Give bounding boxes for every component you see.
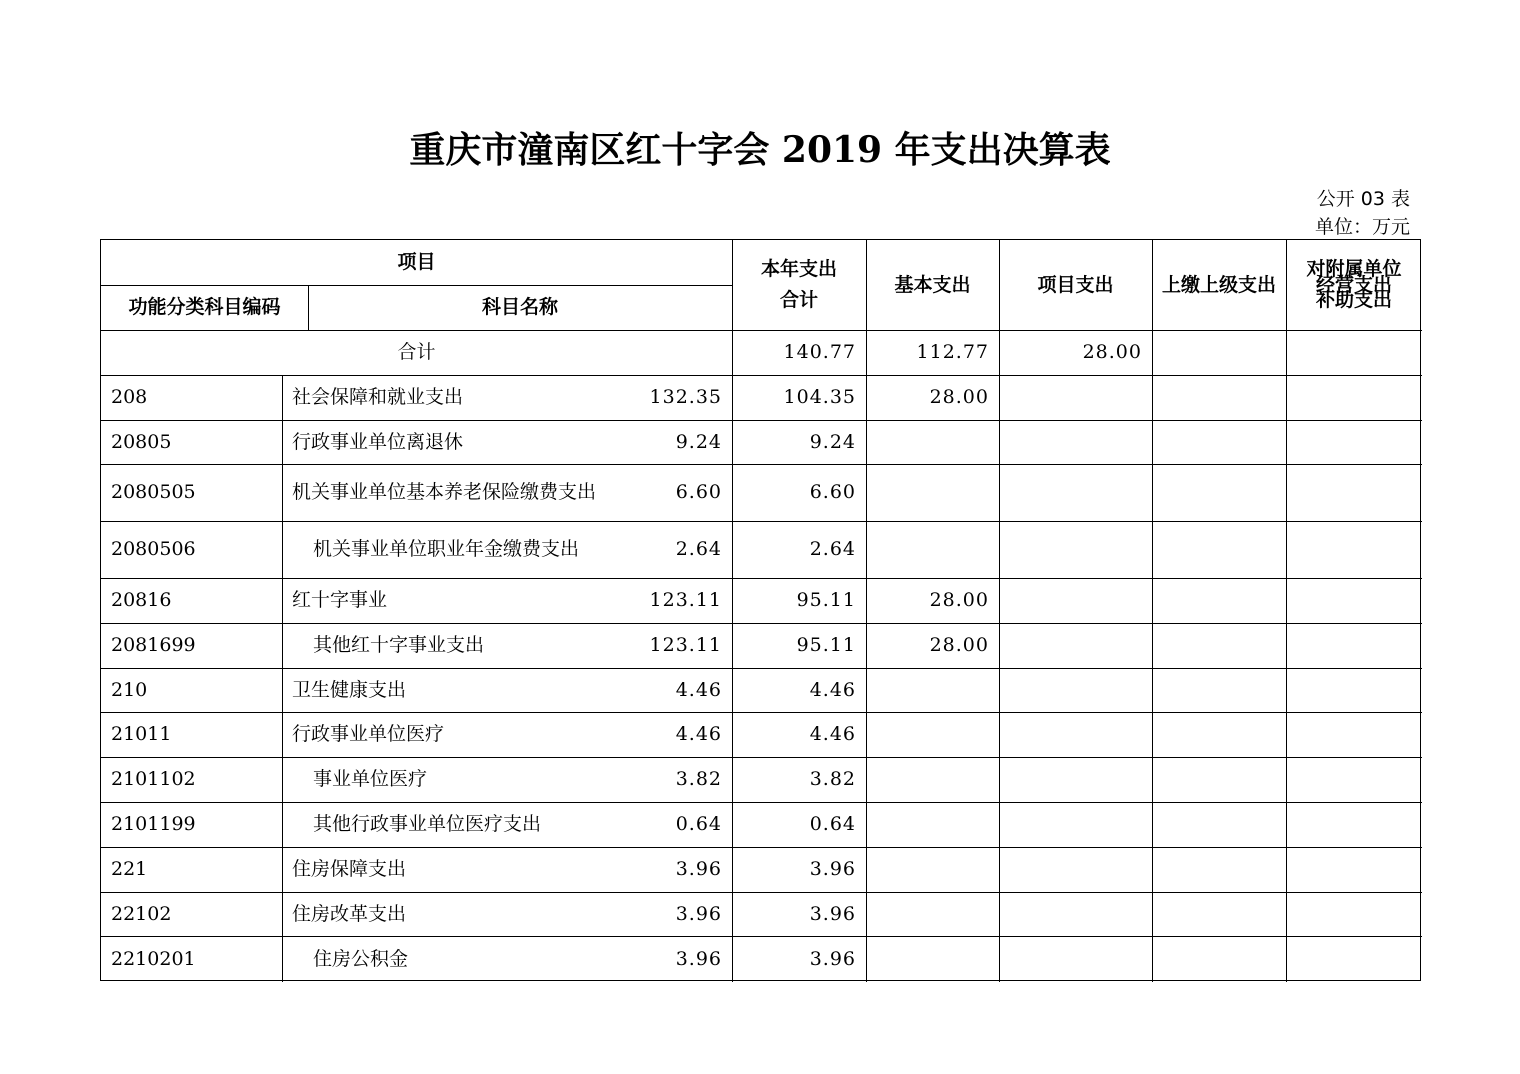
row-total-cell: 6.60 [675, 481, 722, 503]
row-total-cell: 123.11 [649, 634, 722, 656]
row-basic-cell: 0.64 [809, 813, 856, 835]
header-subsidy-line2: 补助支出 [1315, 289, 1392, 311]
row-basic-cell: 3.96 [809, 858, 856, 880]
header-business: 经营支出 [1315, 273, 1392, 296]
row-business-cell [1152, 521, 1286, 578]
row-upper-cell [999, 847, 1152, 892]
row-upper-cell [999, 375, 1152, 420]
row-project-cell [866, 712, 999, 757]
row-total-cell: 3.96 [675, 902, 722, 925]
row-upper-cell [999, 712, 1152, 757]
row-name: 社会保障和就业支出 [292, 386, 464, 408]
total-row-label: 合计 [397, 341, 436, 363]
row-name: 红十字事业 [292, 589, 388, 611]
header-subsidy-line1: 对附属单位 [1306, 258, 1402, 280]
row-subsidy-cell [1286, 668, 1422, 712]
total-subsidy-cell [1422, 330, 1432, 375]
row-project-cell [866, 420, 999, 464]
row-subsidy-cell [1286, 578, 1422, 623]
row-subsidy-cell [1286, 623, 1422, 668]
row-basic-cell: 2.64 [809, 538, 856, 560]
row-project-cell [866, 892, 999, 936]
row-business-cell [1152, 892, 1286, 936]
row-code: 22102 [111, 902, 172, 925]
row-code: 208 [111, 386, 148, 408]
total-project-cell: 28.00 [1082, 341, 1142, 363]
row-name: 机关事业单位基本养老保险缴费支出 [292, 481, 597, 503]
total-basic-cell: 112.77 [916, 341, 989, 363]
row-subsidy-cell [1286, 936, 1422, 982]
row-business-cell [1152, 623, 1286, 668]
row-business-cell [1152, 420, 1286, 464]
row-total-cell: 3.96 [675, 947, 722, 970]
row-upper-cell [999, 420, 1152, 464]
row-total-cell: 4.46 [675, 678, 722, 701]
row-name: 其他红十字事业支出 [313, 634, 485, 656]
row-basic-cell: 3.96 [809, 902, 856, 925]
row-project-cell [866, 757, 999, 802]
row-subsidy-cell [1286, 847, 1422, 892]
total-total-cell: 140.77 [783, 341, 856, 363]
header-subsidy [1286, 240, 1422, 330]
row-business-cell [1152, 847, 1286, 892]
row-name: 行政事业单位离退休 [292, 430, 464, 453]
row-upper-cell [999, 936, 1152, 982]
row-business-cell [1152, 464, 1286, 521]
row-project-cell [866, 802, 999, 847]
row-project-cell [866, 668, 999, 712]
row-code: 2101199 [111, 813, 196, 835]
row-subsidy-cell [1286, 420, 1422, 464]
row-project-cell [866, 847, 999, 892]
row-basic-cell: 3.82 [809, 768, 856, 790]
row-project-cell [866, 936, 999, 982]
row-upper-cell [999, 668, 1152, 712]
row-name: 行政事业单位医疗 [292, 723, 445, 745]
row-upper-cell [999, 623, 1152, 668]
row-name: 住房保障支出 [292, 858, 407, 880]
row-total-cell: 4.46 [675, 723, 722, 745]
row-subsidy-cell [1286, 464, 1422, 521]
row-name: 事业单位医疗 [313, 768, 428, 790]
row-subsidy-cell [1286, 892, 1422, 936]
row-total-cell: 3.96 [675, 858, 722, 880]
row-name: 机关事业单位职业年金缴费支出 [313, 538, 580, 560]
row-business-cell [1152, 757, 1286, 802]
row-subsidy-cell [1286, 375, 1422, 420]
unit-label: 单位：万元 [1314, 216, 1410, 238]
header-code: 功能分类科目编码 [128, 296, 281, 318]
row-upper-cell [999, 578, 1152, 623]
row-business-cell [1152, 936, 1286, 982]
row-code: 2080506 [111, 538, 196, 560]
row-upper-cell [999, 802, 1152, 847]
total-business-cell [1286, 330, 1422, 375]
form-number: 公开 03 表 [1316, 188, 1410, 210]
row-total-cell: 132.35 [649, 386, 722, 408]
row-subsidy-cell [1286, 712, 1422, 757]
row-name: 其他行政事业单位医疗支出 [313, 813, 542, 835]
header-basic: 基本支出 [894, 273, 971, 296]
header-total [732, 240, 866, 330]
row-basic-cell: 104.35 [783, 386, 856, 408]
row-project-cell: 28.00 [929, 386, 989, 408]
header-name: 科目名称 [481, 296, 558, 318]
row-code: 221 [111, 858, 148, 880]
row-code: 20805 [111, 430, 172, 453]
row-business-cell [1152, 375, 1286, 420]
row-upper-cell [999, 892, 1152, 936]
row-code: 2080505 [111, 481, 196, 503]
row-total-cell: 0.64 [675, 813, 722, 835]
row-code: 21011 [111, 723, 172, 745]
header-total-line2: 合计 [779, 289, 818, 311]
row-project-cell [866, 521, 999, 578]
row-business-cell [1152, 668, 1286, 712]
row-name: 卫生健康支出 [292, 678, 407, 701]
row-basic-cell: 4.46 [809, 678, 856, 701]
row-project-cell: 28.00 [929, 634, 989, 656]
row-basic-cell: 95.11 [796, 589, 856, 611]
row-basic-cell: 9.24 [809, 430, 856, 453]
page-title: 重庆市潼南区红十字会 2019 年支出决算表 [409, 129, 1111, 171]
row-business-cell [1152, 802, 1286, 847]
total-upper-cell [1152, 330, 1286, 375]
row-business-cell [1152, 712, 1286, 757]
row-basic-cell: 6.60 [809, 481, 856, 503]
row-total-cell: 9.24 [675, 430, 722, 453]
row-business-cell [1152, 578, 1286, 623]
header-total-line1: 本年支出 [760, 258, 837, 280]
row-code: 2101102 [111, 768, 196, 790]
row-total-cell: 3.82 [675, 768, 722, 790]
row-upper-cell [999, 757, 1152, 802]
row-name: 住房公积金 [313, 947, 409, 970]
row-upper-cell [999, 521, 1152, 578]
row-subsidy-cell [1286, 521, 1422, 578]
row-code: 2081699 [111, 634, 196, 656]
row-project-cell: 28.00 [929, 589, 989, 611]
row-project-cell [866, 464, 999, 521]
row-total-cell: 2.64 [675, 538, 722, 560]
row-code: 210 [111, 678, 148, 701]
row-name: 住房改革支出 [292, 902, 407, 925]
header-project: 项目支出 [1037, 273, 1114, 296]
row-subsidy-cell [1286, 802, 1422, 847]
row-subsidy-cell [1286, 757, 1422, 802]
header-item: 项目 [397, 251, 436, 273]
row-code: 20816 [111, 589, 172, 611]
expenditure-table [100, 239, 1421, 981]
row-basic-cell: 4.46 [809, 723, 856, 745]
row-total-cell: 123.11 [649, 589, 722, 611]
row-upper-cell [999, 464, 1152, 521]
row-code: 2210201 [111, 947, 196, 970]
row-basic-cell: 95.11 [796, 634, 856, 656]
header-upper: 上缴上级支出 [1161, 273, 1276, 296]
row-basic-cell: 3.96 [809, 947, 856, 970]
